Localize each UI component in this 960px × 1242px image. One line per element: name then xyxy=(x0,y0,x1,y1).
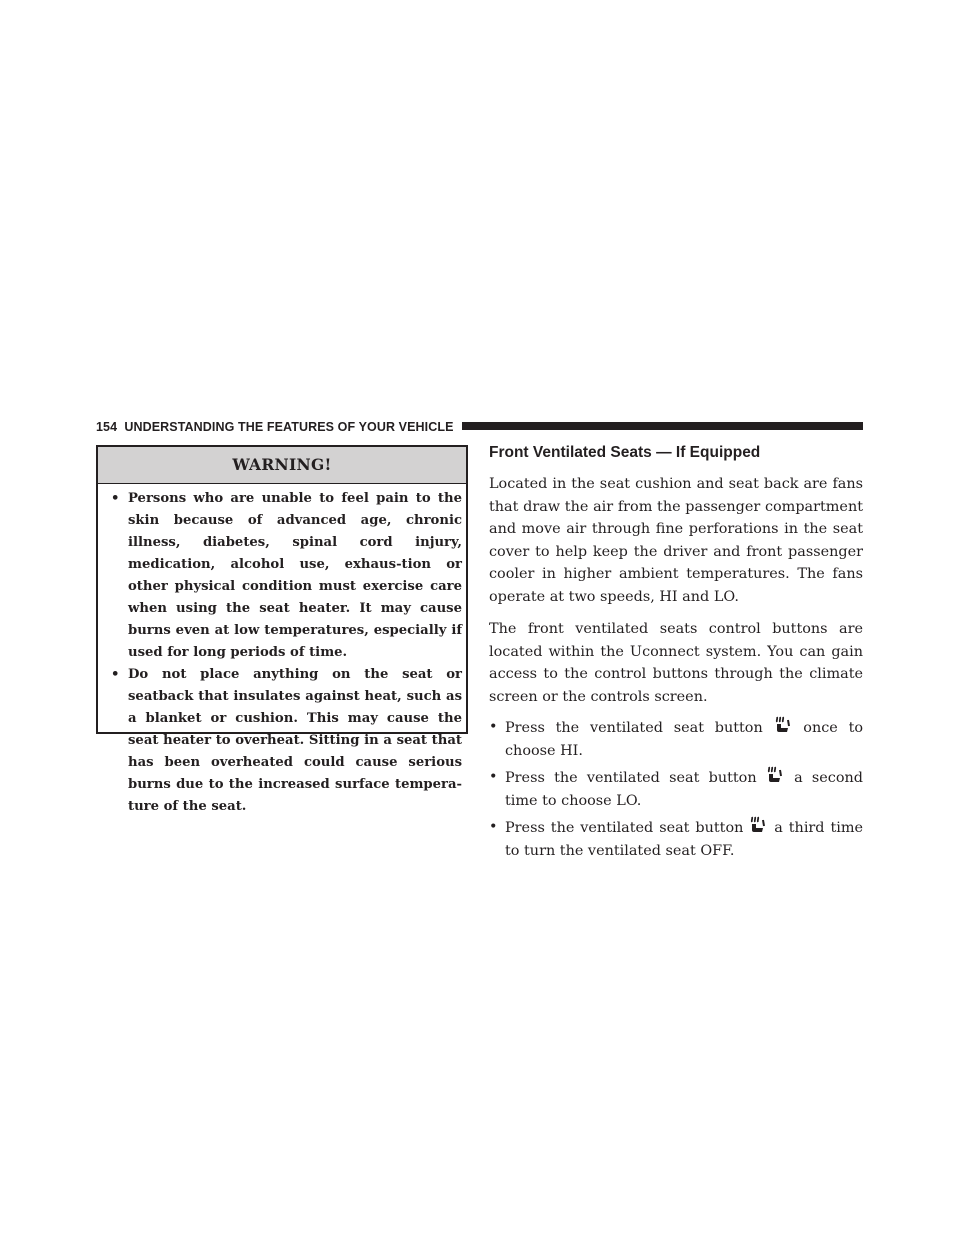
warning-title: WARNING! xyxy=(98,447,466,484)
ventilated-seat-icon xyxy=(767,766,783,784)
warning-item: • Do not place anything on the seat or seatback that insulates against heat, such as a blanket or cushion. This may cause the seat heater to overheat. Sitting in a seat that has been overheated could cause serious burns due to the increased surface tempera-ture of the seat. xyxy=(108,664,462,818)
paragraph: The front ventilated seats control buttons are located within the Uconnect system. You can gain access to the control buttons through the climate screen or the controls screen. xyxy=(489,621,863,705)
paragraph: Located in the seat cushion and seat back are fans that draw the air from the passenger compartment and move air through fine perforations in the seat cover to help keep the driver and front passenger cooler in higher ambient temperatures. The fans operate at two speeds, HI and LO. xyxy=(489,476,863,605)
section-title: Front Ventilated Seats — If Equipped xyxy=(489,444,761,461)
warning-list xyxy=(98,484,466,818)
instruction-text: once to choose HI. xyxy=(505,720,864,759)
warning-box xyxy=(96,445,468,814)
ventilated-seat-icon xyxy=(750,816,766,834)
instruction-text: Press the ventilated seat button xyxy=(505,720,763,736)
page-number: 154 xyxy=(96,420,118,434)
instruction-item xyxy=(489,766,863,812)
header-text xyxy=(96,420,454,434)
ventilated-seat-icon xyxy=(775,716,791,734)
ventilated-seats-section xyxy=(489,440,863,866)
warning-item: • Persons who are unable to feel pain to the skin because of advanced age, chronic illness, diabetes, spinal cord injury, medication, alcohol use, exhaus-tion or other physical condition must exercise care when using the seat heater. It may cause burns even at low temperatures, especially if used for long periods of time. xyxy=(108,488,462,664)
chapter-title: UNDERSTANDING THE FEATURES OF YOUR VEHICLE xyxy=(124,420,454,434)
instruction-item xyxy=(489,816,863,862)
instruction-text: Press the ventilated seat button xyxy=(505,820,744,836)
instruction-item xyxy=(489,716,863,762)
page-header xyxy=(96,417,863,439)
instruction-list xyxy=(489,716,863,862)
instruction-text: a third time to turn the ventilated seat OFF. xyxy=(505,820,864,859)
instruction-text: a second time to choose LO. xyxy=(505,770,864,809)
instruction-text: Press the ventilated seat button xyxy=(505,770,757,786)
header-rule xyxy=(462,422,863,430)
